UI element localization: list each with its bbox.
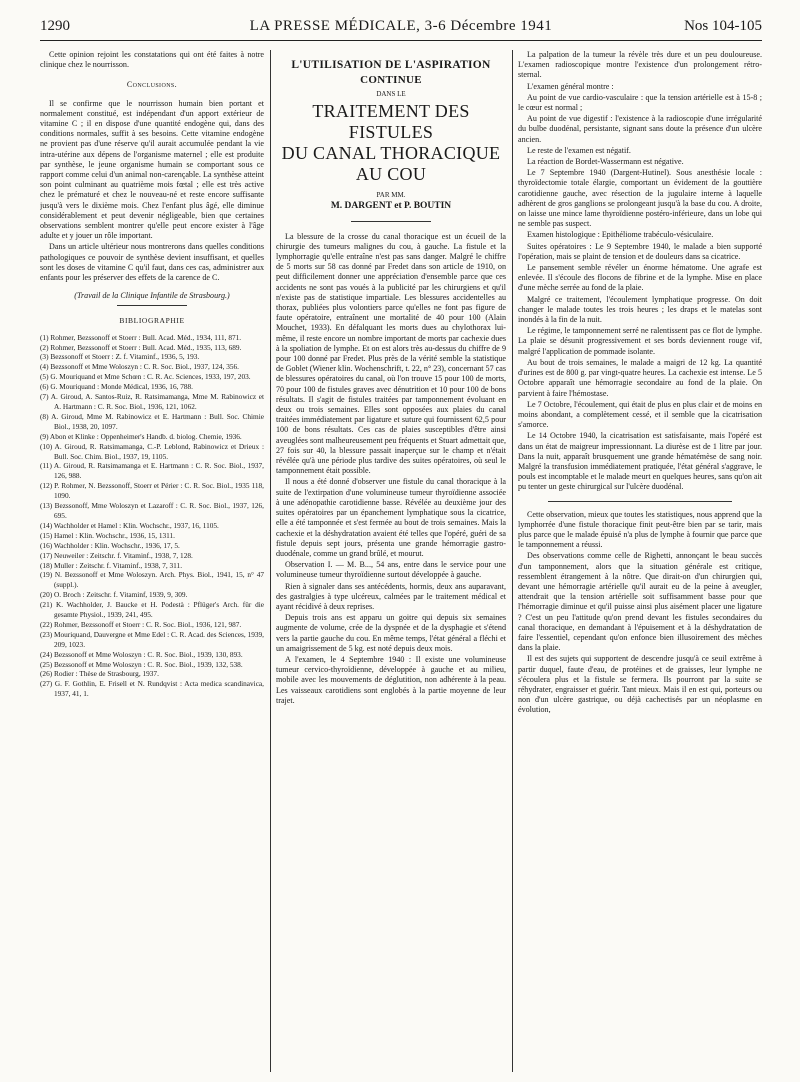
bibliography-entry: (17) Neuweiler : Zeitschr. f. Vitaminf., 1938, 7, 128. (40, 550, 193, 560)
article-title-block (276, 58, 506, 212)
intro-paragraph: Cette opinion rejoint les constatations qui ont été faites à notre clinique chez le nourrisson. (40, 50, 264, 70)
article-paragraph: Examen histologique : Epithéliome trabéculo-vésiculaire. (527, 230, 714, 240)
article-main-title: TRAITEMENT DES FISTULES (312, 101, 470, 143)
article-main-title: DU CANAL THORACIQUE (281, 143, 501, 164)
bibliography-entry: (20) O. Broch : Zeitschr. f. Vitaminf, 1939, 9, 309. (40, 590, 188, 600)
bibliography-entry: (9) Abon et Klinke : Oppenheimer's Handb. d. biolog. Chemie, 1936. (40, 431, 242, 441)
article-paragraph: Le 14 Octobre 1940, la cicatrisation est satisfaisante, mais l'opéré est dans un état de maigreur impressionnant. La diurèse est de 1 litre par jour. Dans la nuit, apparaît brusquement une grande hématémèse de sang noir. Malgré la transfusion immédiatement pratiquée, l'état général s'aggrave, le pouls est incomptable et le malade meurt en quelques heures, sans qu'on ait pu tenter un geste chirurgical sur l'ulcère duodénal. (518, 431, 762, 492)
divider (548, 501, 732, 502)
bibliography-entry: (26) Rodier : Thèse de Strasbourg, 1937. (40, 669, 159, 679)
article-paragraph: Au point de vue digestif : l'existence à la radioscopie d'une irrégularité du bulbe duodénal, persistante, signant sans doute la présence d'un ulcère ancien. (518, 114, 762, 144)
article-body (276, 232, 506, 706)
article-paragraph: Suites opératoires : Le 9 Septembre 1940, le malade a bien supporté l'opération, mais se plaint de tension et de douleurs dans sa cicatrice. (518, 241, 762, 261)
journal-title: LA PRESSE MÉDICALE, 3-6 Décembre 1941 (249, 18, 553, 34)
bibliography-entry: (21) K. Wachholder, J. Baucke et H. Podestà : Pflüger's Arch. für die gesamte Physiol., 1939, 241, 495. (40, 600, 264, 620)
article-paragraph: A l'examen, le 4 Septembre 1940 : Il existe une volumineuse tumeur cervico-thyroïdienne, développée à gauche et au milieu, mobile avec les mouvements de déglutition, non adhérente à la peau. Les vaisseaux carotidiens sont englobés à la partie moyenne de leur trajet. (276, 654, 506, 705)
bibliography-entry: (3) Bezssonoff et Stoerr : Z. f. Vitaminf., 1936, 5, 193. (40, 352, 200, 362)
divider (351, 221, 431, 222)
article-paragraph: Le pansement semble révéler un énorme hématome. Une agrafe est enlevée. Il s'écoule des flocons de fibrine et de la lymphe. Mise en place d'une mèche serrée au fond de la plaie. (518, 263, 762, 293)
article-paragraph: Des observations comme celle de Righetti, annonçant le beau succès d'un tamponnement, alors que la situation générale est critique, ressemblent étrangement à la nôtre. Que dirait-on d'un chirurgien qui, devant une hémorragie artérielle qu'il aurait eu de la peine à aveugler, attendrait que la tension artérielle soit suffisamment basse pour que l'hémorragie diminue et qu'il puisse ainsi plus aisément placer une ligature ? C'est un peu l'attitude qu'on prend devant les fistules secondaires du canal thoracique, en demandant à l'épuisement et à la déshydratation de faire l'essentiel, cependant qu'on enfonce bien illusoirement des mèches dans la plaie. (518, 551, 762, 653)
bibliography-entry: (5) G. Mouriquand et Mme Schœn : C. R. Ac. Sciences, 1933, 197, 203. (40, 372, 251, 382)
divider (117, 305, 187, 306)
bibliography-entry: (1) Rohmer, Bezssonoff et Stoerr : Bull. Acad. Méd., 1934, 111, 871. (40, 332, 242, 342)
article-paragraph: L'examen général montre : (527, 81, 614, 91)
column-left (40, 50, 264, 1074)
conclusions-paragraph: Dans un article ultérieur nous montrerons dans quelles conditions pathologiques ce pouvoir de synthèse devient insuffisant, et quelles sont les doses de vitamine C qu'il faut, dans ces cas, administrer aux enfants pour les préserver des effets de la carence de C. (40, 242, 264, 283)
bibliography-list (40, 333, 264, 700)
article-paragraph: Depuis trois ans est apparu un goitre qui depuis six semaines augmente de volume, crée de la dyspnée et de la dysphagie et s'étend vers la partie gauche du cou. En même temps, l'état général a fléchi et un amaigrissement de 5 kg. est noté depuis deux mois. (276, 613, 506, 653)
bibliography-heading: BIBLIOGRAPHIE (119, 316, 185, 326)
conclusions-paragraph: Il se confirme que le nourrisson humain bien portant et normalement constitué, est indépendant d'un apport extérieur de vitamine C ; il en dispose d'une quantité endogène qui, dans des conditions normales, suffit à ses besoins. Cette vitamine endogène ne provient pas d'une réserve qu'il aurait accumulée pendant la vie intra-utérine aux dépens de l'organisme maternel ; elle est produite par synthèse, le jeune organisme humain se comportant sous ce rapport comme celui d'un animal non-carençable. La synthèse atteint son point culminant au quatrième mois fœtal ; elle est très active chez le prématuré et chez le nouveau-né et reste encore suffisante jusqu'à vers le dixième mois. Chez l'enfant plus âgé, elle diminue considérablement et peut devenir négligeable, bien que certaines observations semblent montrer qu'elle peut encore exister à l'âge adulte et y jouer un rôle important. (40, 98, 264, 241)
article-main-title: AU COU (355, 164, 427, 185)
bibliography-entry: (15) Hamel : Klin. Wochschr., 1936, 15, 1311. (40, 530, 175, 540)
title-line: L'UTILISATION DE L'ASPIRATION (291, 59, 491, 71)
column-divider (512, 50, 513, 1072)
issue-number: Nos 104-105 (684, 18, 762, 34)
article-paragraph: Au point de vue cardio-vasculaire : que la tension artérielle est à 15-8 ; le cœur est normal ; (518, 92, 762, 113)
column-right (518, 50, 762, 1074)
article-paragraph: Le 7 Octobre, l'écoulement, qui était de plus en plus clair et de moins en moins abondant, a complètement cessé, et il semble que la cicatrisation s'amorce. (518, 399, 762, 430)
article-paragraph: Il nous a été donné d'observer une fistule du canal thoracique à la suite de l'extirpation d'une volumineuse tumeur thyroïdienne associée à une adénopathie carotidienne basse. Révélée au deuxième jour des suites opératoires par un épanchement lymphatique sous la cicatrice, elle a été tamponnée et s'est fermée au bout de trois semaines. Mais la cachexie et la déshydratation avaient été telles que l'opéré, guéri de sa fistule depuis sept jours, présenta une grande hémorragie gastro-duodénale, comme un grand brûlé, et mourut. (276, 477, 506, 558)
title-line: DANS LE (376, 90, 406, 98)
column-divider (270, 50, 271, 1072)
article-paragraph: Le reste de l'examen est négatif. (527, 145, 631, 155)
article-paragraph: Observation I. — M. B..., 54 ans, entre dans le service pour une volumineuse tumeur thyroïdienne surtout développée à gauche. (276, 560, 506, 580)
title-line: CONTINUE (360, 74, 422, 86)
bibliography-entry: (11) A. Giroud, R. Ratsimamanga et E. Hartmann : C. R. Soc. Biol., 1937, 126, 988. (40, 461, 264, 481)
bibliography-entry: (13) Bezssonoff, Mme Woloszyn et Lazaroff : C. R. Soc. Biol., 1937, 126, 695. (40, 501, 264, 520)
bibliography-entry: (10) A. Giroud, R. Ratsimamanga, C.-P. Leblond, Rabinowicz et Drieux : Bull. Soc. Chim. Biol., 1937, 19, 1105. (40, 441, 264, 461)
bibliography-entry: (2) Rohmer, Bezssonoff et Stoerr : Bull. Acad. Méd., 1935, 113, 689. (40, 342, 242, 352)
bibliography-entry: (18) Muller : Zeitschr. f. Vitaminf., 1938, 7, 311. (40, 560, 183, 570)
article-paragraph: La réaction de Bordet-Wassermann est négative. (527, 157, 684, 167)
page-number: 1290 (40, 18, 70, 34)
article-paragraph: La blessure de la crosse du canal thoracique est un écueil de la chirurgie des tumeurs malignes du cou, à gauche. La fistule et la lymphorragie qu'elle entraîne n'est pas sans danger. Malgré le chiffre de 5 morts sur 58 cas donné par Fredet dans son article de 1910, on peut difficilement donner une appréciation d'ensemble parce que ces accidents ne sont pas voués à la publicité par les chirurgiens et qu'il n'existe pas de statistique impartiale. Les blessures accidentelles au thorax, publiées plus volontiers parce qu'elles ne font pas figure de faute opératoire, entraînent une mortalité de 40 pour 100 (Alain Mouchet, 1933). En défalquant les morts dues au chylothorax lui-même, il reste encore un nombre important de morts par cachexie dues à la spoliation de lymphe. Et on est alors très au-dessus du chiffre de 9 pour 100 donné par Fredet. Plus près de la vérité semble la statistique de Goblet (Wiener klin. Wochenschrift, t. 22, n° 23), concernant 57 cas de blessures opératoires du canal, où l'on trouve 15 pour 100 de morts, 70 pour 100 de fistules graves avec dénutrition et 10 pour 100 de bons résultats. Il s'agit de fistules traitées par tamponnement évoluant en deux ou trois semaines. Elles sont opposées aux plaies du canal traitées immédiatement par ligature et suture qui fournissent 62,5 pour 100 de bons résultats. Ces cas de plaies susceptibles d'être ainsi aveuglées sont malheureusement peu fréquents et Stuart admettait que, 27 fois sur 40, la blessure passait inaperçue sur le champ et n'était révélée qu'à une période plus tardive des suites opératoires, où seul le tamponnement était possible. (276, 231, 506, 476)
article-paragraph: Le régime, le tamponnement serré ne ralentissent pas ce flot de lymphe. La plaie se désunit progressivement et ses bords deviennent rouge vif, malgré l'application de pommade isolante. (518, 326, 762, 356)
page-header (40, 18, 762, 41)
bibliography-entry: (14) Wachholder et Hamel : Klin. Wochschr., 1937, 16, 1105. (40, 520, 219, 530)
article-paragraph: Malgré ce traitement, l'écoulement lymphatique progresse. On doit changer le malade toutes les trois heures ; les draps et le matelas sont inondés à la fin de la nuit. (518, 294, 762, 325)
article-paragraph: Cette observation, mieux que toutes les statistiques, nous apprend que la lymphorrée d'une fistule thoracique finit peut-être bien par se tarir, mais plus parce que le malade épuisé n'a plus de lymphe à fournir que parce que le tamponnement a réussi. (518, 509, 762, 550)
bibliography-entry: (7) A. Giroud, A. Santos-Ruiz, R. Ratsimamanga, Mme M. Rabinowicz et A. Hartmann : C. R. Soc. Biol., 1936, 121, 1062. (40, 392, 264, 412)
work-credit: (Travail de la Clinique Infantile de Strasbourg.) (74, 291, 230, 301)
article-paragraph: Le 7 Septembre 1940 (Dargent-Hutinel). Sous anesthésie locale : thyroïdectomie totale élargie, comportant un évidement de la gouttière carotidienne gauche, avec résection de la jugulaire interne à laquelle adhèrent de gros ganglions se prolongeant jusqu'à la base du cou. A droite, on laisse une mince lame thyroïdienne postéro-inférieure, dans un lobe qui ne semble pas suspect. (518, 168, 762, 229)
byline-prefix: PAR MM. (376, 191, 406, 200)
article-body-continued (518, 50, 762, 716)
bibliography-entry: (6) G. Mouriquand : Monde Médical, 1936, 16, 788. (40, 382, 194, 392)
bibliography-entry: (23) Mouriquand, Dauvergne et Mme Edel : C. R. Acad. des Sciences, 1939, 209, 1023. (40, 629, 264, 649)
bibliography-entry: (12) P. Rohmer, N. Bezssonoff, Stoerr et Périer : C. R. Soc. Biol., 1935 118, 1090. (40, 481, 264, 501)
article-paragraph: La palpation de la tumeur la révèle très dure et un peu douloureuse. L'examen radioscopique montre l'existence d'un prolongement rétro-sternal. (518, 50, 762, 80)
bibliography-entry: (24) Bezssonoff et Mme Woloszyn : C. R. Soc. Biol., 1939, 130, 893. (40, 649, 243, 659)
article-paragraph: Au bout de trois semaines, le malade a maigri de 12 kg. La quantité d'urines est de 800 g. par vingt-quatre heures. La cachexie est intense. Le 5 Octobre apparaît une hémorragie secondaire au fond de la plaie. On parvient à faire l'hémostase. (518, 357, 762, 398)
bibliography-entry: (8) A. Giroud, Mme M. Rabinowicz et E. Hartmann : Bull. Soc. Chimie Biol., 1938, 20, 1097. (40, 411, 264, 431)
bibliography-entry: (16) Wachholder : Klin. Wochschr., 1936, 17, 5. (40, 540, 180, 550)
article-paragraph: Il est des sujets qui supportent de descendre jusqu'à ce seuil extrême à partir duquel, faute d'eau, de protéines et de graisses, leur lymphe ne s'écoulera plus et la fistule se fermera. Ils pourront par la suite se réhydrater, engraisser et guérir. Tant mieux. Mais il en est qui, porteurs ou non d'un ulcère gastrique, ou déjà cachectisés par un néoplasme en évolution, (518, 654, 762, 715)
bibliography-entry: (25) Bezssonoff et Mme Woloszyn : C. R. Soc. Biol., 1939, 132, 538. (40, 659, 243, 669)
article-paragraph: Rien à signaler dans ses antécédents, hormis, deux ans auparavant, des gastralgies à type ulcéreux, calmées par le traitement médical et ayant récidivé à deux reprises. (276, 581, 506, 611)
bibliography-entry: (19) N. Bezssonoff et Mme Woloszyn. Arch. Phys. Biol., 1941, 15, n° 47 (suppl.). (40, 570, 264, 590)
article-authors: M. DARGENT et P. BOUTIN (330, 201, 452, 212)
bibliography-entry: (27) G. F. Gothlin, E. Frisell et N. Rundqvist : Acta medica scandinavica, 1937, 41, 1. (40, 679, 264, 699)
bibliography-entry: (4) Bezssonoff et Mme Woloszyn : C. R. Soc. Biol., 1937, 124, 356. (40, 362, 239, 372)
conclusions-heading: Conclusions. (126, 80, 178, 90)
column-middle (276, 50, 506, 1074)
bibliography-entry: (22) Rohmer, Bezssonoff et Stoerr : C. R. Soc. Biol., 1936, 121, 987. (40, 619, 242, 629)
